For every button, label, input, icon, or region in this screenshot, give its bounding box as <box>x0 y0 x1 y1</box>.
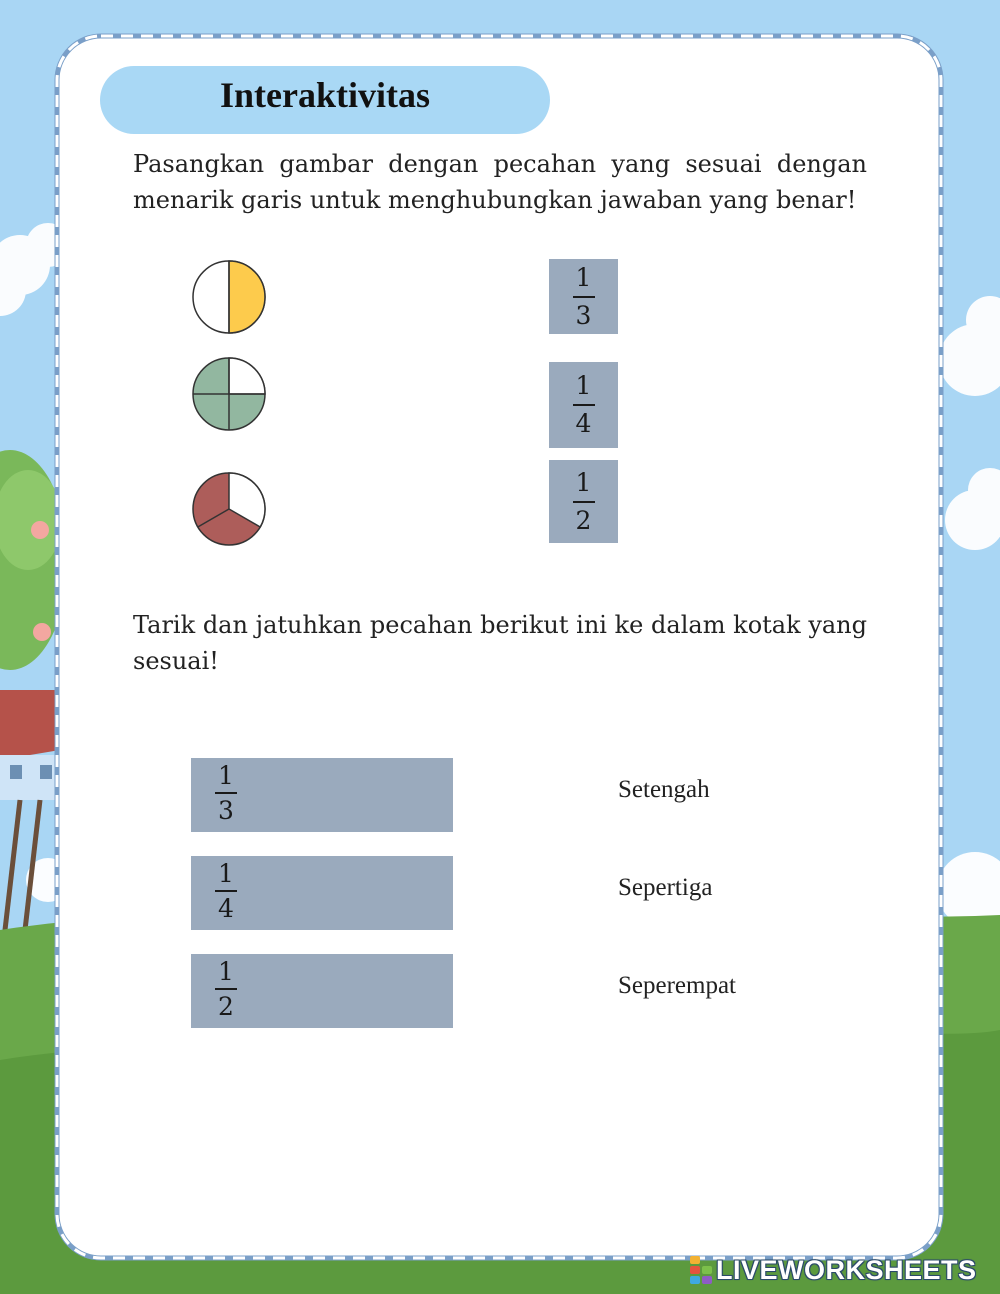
pie-three-quarters[interactable] <box>190 355 268 433</box>
liveworksheets-logo <box>690 1254 977 1286</box>
draggable-fraction[interactable] <box>191 954 453 1028</box>
drag-drop-instruction: Tarik dan jatuhkan pecahan berikut ini ke dalam kotak yang sesuai! <box>133 611 867 675</box>
liveworksheets-logo-icon <box>690 1256 712 1284</box>
fraction-bar <box>215 988 237 990</box>
fraction-numerator: 1 <box>218 859 234 888</box>
fraction-denominator: 4 <box>575 409 592 438</box>
pie-two-thirds[interactable] <box>190 470 268 548</box>
fraction-bar <box>215 792 237 794</box>
fraction-numerator: 1 <box>575 371 592 400</box>
fraction-numerator: 1 <box>218 761 234 790</box>
fraction-bar <box>573 404 595 406</box>
fraction-bar <box>573 296 595 298</box>
fraction-numerator: 1 <box>575 262 592 292</box>
fraction-numerator: 1 <box>575 467 592 497</box>
title-banner <box>100 66 550 134</box>
fraction-denominator: 2 <box>575 505 592 535</box>
fraction-denominator: 4 <box>218 894 234 923</box>
fraction-denominator: 2 <box>218 992 234 1021</box>
match-fraction-box[interactable] <box>549 460 618 543</box>
fraction-bar <box>573 501 595 503</box>
draggable-fraction[interactable] <box>191 856 453 930</box>
drop-target-word[interactable]: Sepertiga <box>618 874 713 901</box>
match-fraction-box[interactable] <box>549 259 618 334</box>
fraction-bar <box>215 890 237 892</box>
pie-half[interactable] <box>190 258 268 336</box>
matching-instruction: Pasangkan gambar dengan pecahan yang sesuai dengan menarik garis untuk menghubungkan jawaban yang benar! <box>133 150 867 214</box>
drop-target-word[interactable]: Setengah <box>618 776 710 803</box>
brand-name: LIVEWORKSHEETS <box>716 1254 977 1285</box>
fraction-denominator: 3 <box>218 796 234 825</box>
page-title: Interaktivitas <box>220 75 430 115</box>
fraction-denominator: 3 <box>575 300 592 330</box>
drop-target-word[interactable]: Seperempat <box>618 972 737 999</box>
draggable-fraction[interactable] <box>191 758 453 832</box>
match-fraction-box[interactable] <box>549 362 618 448</box>
fraction-numerator: 1 <box>218 957 234 986</box>
